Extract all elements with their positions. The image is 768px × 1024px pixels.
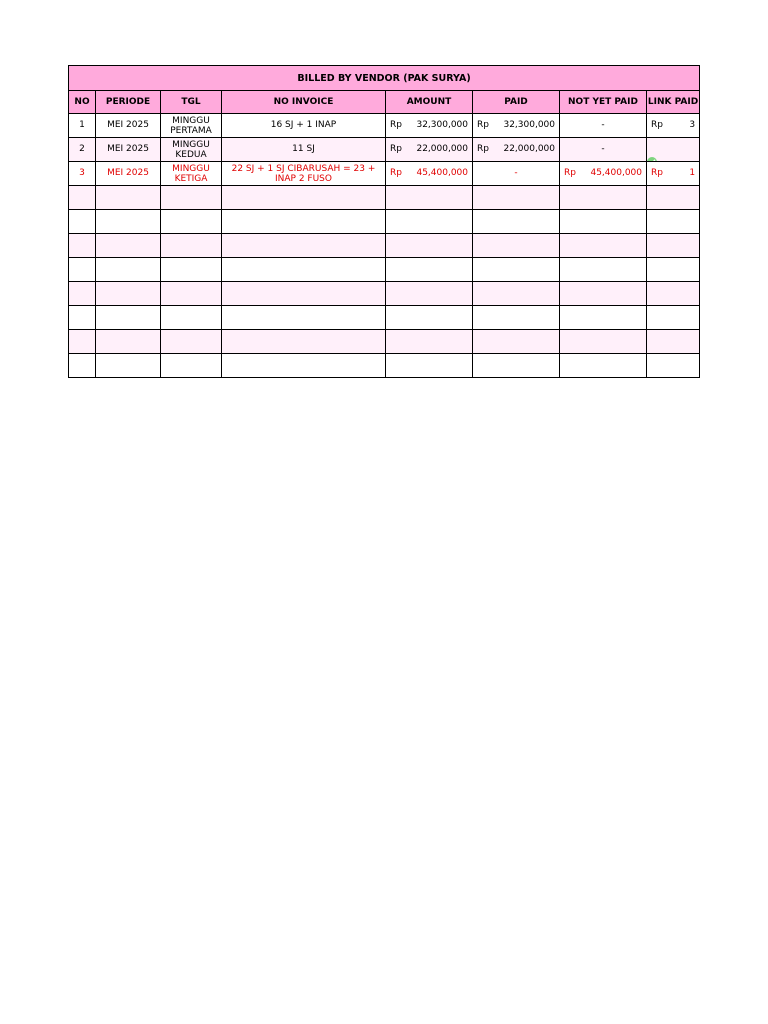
cell-amount[interactable] — [386, 234, 473, 258]
cell-not-yet-paid[interactable] — [560, 258, 647, 282]
table-row — [69, 138, 700, 162]
cell-link-paid[interactable] — [647, 210, 700, 234]
cell-link-paid[interactable] — [647, 186, 700, 210]
cell-tgl[interactable] — [161, 234, 222, 258]
cell-no[interactable] — [69, 306, 96, 330]
currency-label: Rp — [564, 168, 576, 178]
cell-paid[interactable] — [473, 354, 560, 378]
cell-link-paid[interactable] — [647, 234, 700, 258]
cell-no-invoice[interactable]: 16 SJ + 1 INAP — [222, 114, 386, 138]
cell-no[interactable] — [69, 354, 96, 378]
cell-amount[interactable] — [386, 138, 473, 162]
cell-periode[interactable] — [96, 210, 161, 234]
cell-amount[interactable] — [386, 282, 473, 306]
cell-no-invoice[interactable] — [222, 258, 386, 282]
cell-paid[interactable] — [473, 234, 560, 258]
cell-no-invoice[interactable] — [222, 210, 386, 234]
cell-tgl[interactable]: MINGGU KEDUA — [161, 138, 222, 162]
currency-label: Rp — [651, 168, 663, 178]
cell-periode[interactable] — [96, 234, 161, 258]
cell-paid[interactable] — [473, 258, 560, 282]
cell-tgl[interactable] — [161, 306, 222, 330]
cell-not-yet-paid[interactable]: - — [560, 138, 647, 162]
cell-no-invoice[interactable] — [222, 282, 386, 306]
cell-link-paid[interactable] — [647, 114, 700, 138]
cell-amount[interactable] — [386, 330, 473, 354]
paid-value: 32,300,000 — [503, 120, 555, 130]
header-not-yet-paid: NOT YET PAID — [560, 91, 647, 114]
cell-no-invoice[interactable] — [222, 330, 386, 354]
cell-link-paid[interactable] — [647, 258, 700, 282]
header-no-invoice: NO INVOICE — [222, 91, 386, 114]
cell-link-paid[interactable] — [647, 330, 700, 354]
cell-no-invoice[interactable] — [222, 306, 386, 330]
cell-amount[interactable] — [386, 258, 473, 282]
cell-not-yet-paid[interactable] — [560, 210, 647, 234]
cell-no[interactable]: 2 — [69, 138, 96, 162]
cell-no[interactable] — [69, 210, 96, 234]
cell-periode[interactable]: MEI 2025 — [96, 138, 161, 162]
cell-periode[interactable]: MEI 2025 — [96, 114, 161, 138]
cell-amount[interactable] — [386, 114, 473, 138]
cell-periode[interactable] — [96, 258, 161, 282]
empty-table-row — [69, 354, 700, 378]
currency-label: Rp — [390, 144, 402, 154]
link-value: 1 — [689, 168, 696, 178]
currency-label: Rp — [651, 120, 663, 130]
currency-label: Rp — [390, 120, 402, 130]
cell-no[interactable] — [69, 258, 96, 282]
table-title: BILLED BY VENDOR (PAK SURYA) — [69, 66, 700, 91]
paid-value: 22,000,000 — [503, 144, 555, 154]
cell-periode[interactable] — [96, 306, 161, 330]
cell-tgl[interactable]: MINGGU KETIGA — [161, 162, 222, 186]
header-link-paid: LINK PAID — [647, 91, 700, 114]
cell-paid[interactable] — [473, 306, 560, 330]
empty-table-row — [69, 258, 700, 282]
cell-tgl[interactable] — [161, 282, 222, 306]
currency-label: Rp — [390, 168, 402, 178]
cell-not-yet-paid[interactable] — [560, 234, 647, 258]
cell-periode[interactable] — [96, 186, 161, 210]
cell-no-invoice[interactable] — [222, 234, 386, 258]
amount-value: 22,000,000 — [416, 144, 468, 154]
cell-not-yet-paid[interactable] — [560, 306, 647, 330]
cell-amount[interactable] — [386, 162, 473, 186]
empty-table-row — [69, 210, 700, 234]
cell-tgl[interactable] — [161, 258, 222, 282]
cell-paid[interactable] — [473, 330, 560, 354]
cell-amount[interactable] — [386, 210, 473, 234]
currency-label: Rp — [477, 144, 489, 154]
cell-tgl[interactable] — [161, 330, 222, 354]
cell-link-paid[interactable] — [647, 162, 700, 186]
cell-periode[interactable] — [96, 354, 161, 378]
header-amount: AMOUNT — [386, 91, 473, 114]
header-tgl: TGL — [161, 91, 222, 114]
cell-paid[interactable] — [473, 186, 560, 210]
billing-table — [68, 65, 700, 378]
cell-periode[interactable] — [96, 282, 161, 306]
check-circle-icon[interactable] — [647, 157, 657, 162]
cell-no-invoice[interactable]: 22 SJ + 1 SJ CIBARUSAH = 23 + INAP 2 FUSO — [222, 162, 386, 186]
cell-no[interactable] — [69, 234, 96, 258]
cell-no[interactable] — [69, 330, 96, 354]
cell-amount[interactable] — [386, 306, 473, 330]
cell-link-paid[interactable] — [647, 282, 700, 306]
cell-link-paid[interactable] — [647, 138, 700, 162]
table-row — [69, 162, 700, 186]
empty-table-row — [69, 330, 700, 354]
empty-table-row — [69, 306, 700, 330]
cell-periode[interactable]: MEI 2025 — [96, 162, 161, 186]
cell-no-invoice[interactable] — [222, 354, 386, 378]
empty-table-row — [69, 234, 700, 258]
amount-value: 45,400,000 — [416, 168, 468, 178]
cell-no-invoice[interactable] — [222, 186, 386, 210]
cell-tgl[interactable] — [161, 186, 222, 210]
cell-no[interactable] — [69, 282, 96, 306]
header-no: NO — [69, 91, 96, 114]
cell-not-yet-paid[interactable] — [560, 282, 647, 306]
currency-label: Rp — [477, 120, 489, 130]
cell-tgl[interactable]: MINGGU PERTAMA — [161, 114, 222, 138]
cell-paid[interactable] — [473, 210, 560, 234]
cell-tgl[interactable] — [161, 210, 222, 234]
amount-value: 32,300,000 — [416, 120, 468, 130]
cell-paid[interactable]: - — [473, 162, 560, 186]
cell-no[interactable]: 1 — [69, 114, 96, 138]
header-paid: PAID — [473, 91, 560, 114]
not-yet-paid-value: 45,400,000 — [590, 168, 642, 178]
cell-paid[interactable] — [473, 138, 560, 162]
cell-tgl[interactable] — [161, 354, 222, 378]
cell-not-yet-paid[interactable]: - — [560, 114, 647, 138]
cell-not-yet-paid[interactable] — [560, 186, 647, 210]
cell-not-yet-paid[interactable] — [560, 162, 647, 186]
empty-table-row — [69, 186, 700, 210]
cell-paid[interactable] — [473, 282, 560, 306]
cell-no[interactable] — [69, 186, 96, 210]
cell-amount[interactable] — [386, 354, 473, 378]
cell-link-paid[interactable] — [647, 354, 700, 378]
link-value: 3 — [689, 120, 696, 130]
cell-not-yet-paid[interactable] — [560, 354, 647, 378]
cell-periode[interactable] — [96, 330, 161, 354]
empty-table-row — [69, 282, 700, 306]
header-periode: PERIODE — [96, 91, 161, 114]
cell-amount[interactable] — [386, 186, 473, 210]
cell-no[interactable]: 3 — [69, 162, 96, 186]
cell-not-yet-paid[interactable] — [560, 330, 647, 354]
cell-paid[interactable] — [473, 114, 560, 138]
cell-link-paid[interactable] — [647, 306, 700, 330]
cell-no-invoice[interactable]: 11 SJ — [222, 138, 386, 162]
table-row — [69, 114, 700, 138]
